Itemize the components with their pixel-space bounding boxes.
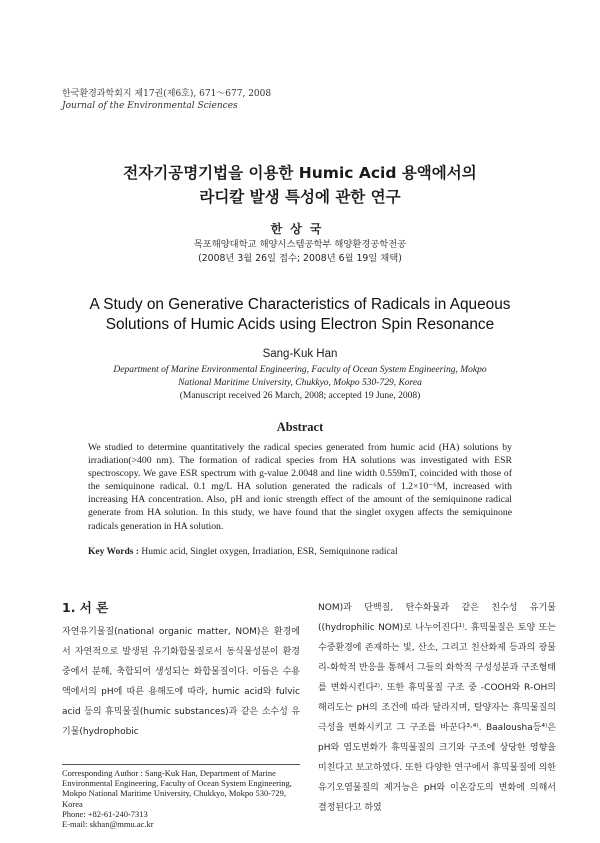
keywords-text: Humic acid, Singlet oxygen, Irradiation, ESR, Semiquinone radical bbox=[141, 547, 398, 557]
korean-title-line2: 라디칼 발생 특성에 관한 연구 bbox=[199, 188, 401, 206]
korean-dates: (2008년 3월 26일 접수; 2008년 6월 19일 채택) bbox=[198, 253, 402, 264]
journal-header bbox=[62, 88, 271, 112]
english-affiliation-line1: Department of Marine Environmental Engineering, Faculty of Ocean System Engineering, Mokpo bbox=[113, 365, 487, 375]
left-column-text: 자연유기물질(national organic matter, NOM)은 환경에서 자연적으로 발생된 유기화합물질로서 동식물성분이 환경 중에서 분해, 축합되어 생성되는 화합물질이다. 이들은 수용액에서의 pH에 따른 용해도에 따라, humic acid와 fulvic acid 등의 휴믹물질(humic substances)과 같은 소수성 유기물(hydrophobic bbox=[62, 627, 300, 737]
footnote-divider bbox=[62, 764, 300, 765]
corresponding-author: Corresponding Author : Sang-Kuk Han, Department of Marine Environmental Engineering, Faculty of Ocean System Engineering, Mokpo National Maritime University, Chukkyo, Mokpo 530-729, Korea bbox=[62, 768, 292, 809]
right-column-text: NOM)과 단백질, 탄수화물과 같은 친수성 유기물((hydrophilic NOM)로 나누어진다¹⁾. 휴믹물질은 토양 또는 수중환경에 존재하는 빛, 산소, 그리고 친산화제 등과의 광물리-화학적 반응을 통해서 그들의 화학적 구성성분과 구조형태를 변화시킨다²⁾. 또한 휴믹물질 구조 중 -COOH와 R-OH의 해리도는 pH의 조건에 따라 달라지며, 탈양자는 휴믹물질의 극성을 변화시키고 그 구조를 바꾼다³·⁴⁾. Baalousha등⁴⁾은 pH와 염도변화가 휴믹물질의 크기와 구조에 상당한 영향을 미친다고 보고하였다. 또한 다양한 연구에서 휴믹물질에 의한 유기오염물질의 제거능은 pH와 이온강도의 변화에 의해서 결정된다고 하였 bbox=[318, 603, 556, 813]
korean-affiliation: 목포해양대학교 해양시스템공학부 해양환경공학전공 bbox=[193, 239, 407, 250]
english-author: Sang-Kuk Han bbox=[262, 348, 338, 360]
corresponding-email: E-mail: skhan@mmu.ac.kr bbox=[62, 819, 154, 830]
keywords bbox=[88, 547, 512, 557]
abstract-heading: Abstract bbox=[276, 420, 324, 434]
korean-title bbox=[0, 161, 600, 209]
korean-author: 한상국 bbox=[270, 222, 330, 236]
english-affiliation-block bbox=[0, 364, 600, 403]
english-title-line1: A Study on Generative Characteristics of Radicals in Aqueous bbox=[89, 296, 511, 313]
section-heading: 1. 서 론 bbox=[62, 600, 109, 615]
english-affiliation-line2: National Maritime University, Chukkyo, Mokpo 530-729, Korea bbox=[178, 378, 422, 388]
journal-citation: 한국환경과학회지 제17권(제6호), 671～677, 2008 bbox=[62, 89, 272, 99]
english-title-line2: Solutions of Humic Acids using Electron Spin Resonance bbox=[105, 316, 495, 333]
journal-name: Journal of the Environmental Sciences bbox=[62, 101, 238, 111]
correspondence-block bbox=[62, 768, 302, 829]
keywords-label: Key Words : bbox=[88, 547, 140, 557]
corresponding-phone: Phone: +82-61-240-7313 bbox=[62, 808, 148, 819]
korean-title-line1: 전자기공명기법을 이용한 Humic Acid 용액에서의 bbox=[123, 164, 477, 182]
english-title bbox=[0, 295, 600, 335]
abstract-text: We studied to determine quantitatively the radical species generated from humic acid (HA) solutions by irradiation(>400 nm). The formation of radical species from HA solutions was investigated with ESR spectroscopy. We gave ESR spectrum with g-value 2.0048 and line width 0.559mT, coincided with those of the semiquinone radical. 0.1 mg/L HA solution generated the radicals of 1.2×10⁻⁶M, increased with increasing HA concentration. Also, pH and ionic strength effect of the amount of the semiquinone radical generate from HA solution. In this study, we have found that the singlet oxygen affects the semiquinone radicals generation in HA solution. bbox=[88, 442, 512, 532]
korean-affiliation-block bbox=[0, 238, 600, 266]
manuscript-dates: (Manuscript received 26 March, 2008; accepted 19 June, 2008) bbox=[179, 391, 421, 401]
